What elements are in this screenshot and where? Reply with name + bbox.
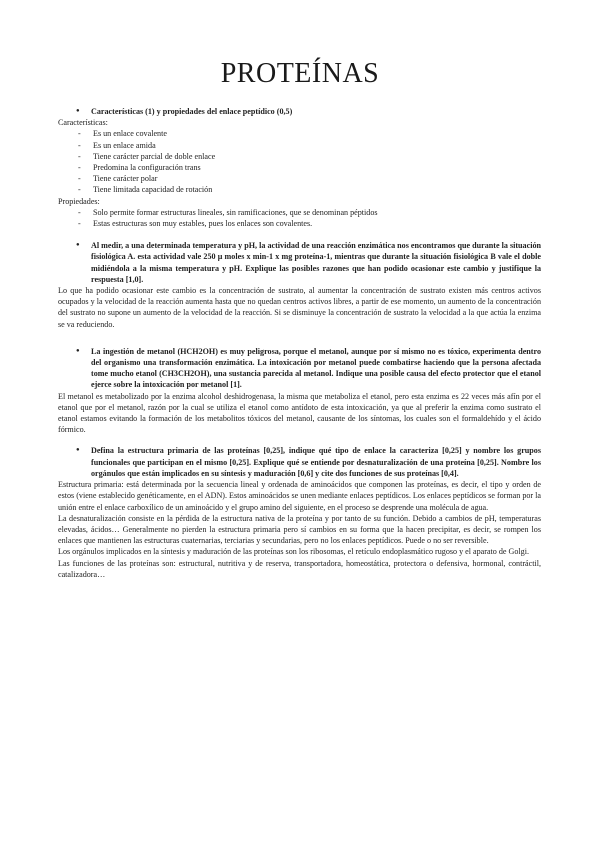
answer-4-denaturation: La desnaturalización consiste en la pérdida de la estructura nativa de la proteína y por tanto de su función. Debido a cambios de pH, temperaturas elevadas, ácidos… Generalmente no pierden la estructura primaria pero sí cambios en su forma que la hacen precipitar, es decir, se rompen los enlaces que mantienen las estructuras cuaternarias, terciarias y secundarias, pero no los enlaces peptídicos. Puede o no ser reversible. (58, 513, 541, 546)
question-2: ● Al medir, a una determinada temperatura y pH, la actividad de una reacción enzimática nos encontramos que durante la situación fisiológica A. esta actividad vale 250 μ moles x min-1 x mg proteína-1, mientras que durante la situación fisiológica B vale el doble midiéndola a la misma temperatura y pH. Explique las posibles razones que han podido ocasionar este cambio y justifique la respuesta [1,0]. (58, 240, 541, 285)
question-4: ● Defina la estructura primaria de las proteínas [0,25], indique qué tipo de enlace la caracteriza [0,25] y nombre los grupos funcionales que participan en el mismo [0,25]. Explique qué se entiende por desnaturalización de una proteína [0,25]. Nombre los orgánulos que están implicados en su síntesis y maduración [0,6] y cite dos funciones de sus proteínas [0,4]. (58, 445, 541, 479)
answer-2: Lo que ha podido ocasionar este cambio es la concentración de sustrato, al aumentar la concentración de sustrato existen más centros activos ocupados y la velocidad de la reacción aumenta hasta que no quedan centros activos libres, a partir de ese momento, un aumento de la concentración del sustrato no supone un aumento de la velocidad de la reacción. Si se disminuye la concentración de sustrato la velocidad a la que actúa la enzima se va reduciendo. (58, 286, 541, 329)
answer-4-organelles: Los orgánulos implicados en la síntesis y maduración de las proteínas son los ribosomas, el retículo endoplasmático rugoso y el aparato de Golgi. (58, 547, 529, 557)
list-item: - Predomina la configuración trans (78, 162, 541, 173)
list-item: - Estas estructuras son muy estables, pues los enlaces son covalentes. (78, 218, 541, 229)
list-item: - Es un enlace amida (78, 140, 541, 151)
answer-4-primary-structure: Estructura primaria: está determinada por la secuencia lineal y ordenada de aminoácidos que componen las proteínas, es decir, el tipo y orden de estos (viene establecido genéticamente, en el ADN). Estos aminoácidos se unen mediante enlaces peptídicos. Los enlaces peptídicos se forman por la unión entre el enlace carboxílico de un aminoácido y el grupo amino del siguiente, en el proceso se desprende una molécula de agua. (58, 480, 541, 512)
page-title: PROTEÍNAS (220, 58, 380, 89)
list-item: - Tiene carácter parcial de doble enlace (78, 151, 541, 162)
answer-4-functions: Las funciones de las proteínas son: estructural, nutritiva y de reserva, transportadora, homeostática, protectora o defensiva, hormonal, contráctil, catalizadora… (58, 558, 541, 579)
characteristics-list (58, 128, 541, 195)
list-item: - Es un enlace covalente (78, 128, 541, 139)
list-item: - Solo permite formar estructuras lineales, sin ramificaciones, que se denominan péptidos (78, 207, 541, 218)
answer-3: El metanol es metabolizado por la enzima alcohol deshidrogenasa, la misma que metaboliza el etanol, pero esta enzima es 22 veces más afín por el etanol que por el metanol, razón por la cual se utiliza el etanol como antídoto de esta intoxicación, ya que al preferir la enzima como sustrato el etanol estamos evitando la formación de los metabolitos tóxicos del metanol, causante de los síntomas, los cuales son el formaldehído y el ácido fórmico. (58, 391, 541, 435)
question-1: ● Características (1) y propiedades del enlace peptídico (0,5) (58, 106, 541, 117)
properties-list (58, 207, 541, 229)
question-3: ● La ingestión de metanol (HCH2OH) es muy peligrosa, porque el metanol, aunque por sí mismo no es tóxico, experimenta dentro del organismo una transformación enzimática. La intoxicación por metanol puede combatirse haciendo que la persona afectada tome mucho etanol (CH3CH2OH), una sustancia parecida al metanol. Indique una posible causa del efecto protector que el etanol ejerce sobre la intoxicación por metanol [1]. (58, 346, 541, 391)
list-item: - Tiene limitada capacidad de rotación (78, 184, 541, 195)
characteristics-label: Características: (58, 118, 108, 128)
list-item: - Tiene carácter polar (78, 173, 541, 184)
document-body (58, 106, 541, 580)
properties-label: Propiedades: (58, 196, 100, 206)
